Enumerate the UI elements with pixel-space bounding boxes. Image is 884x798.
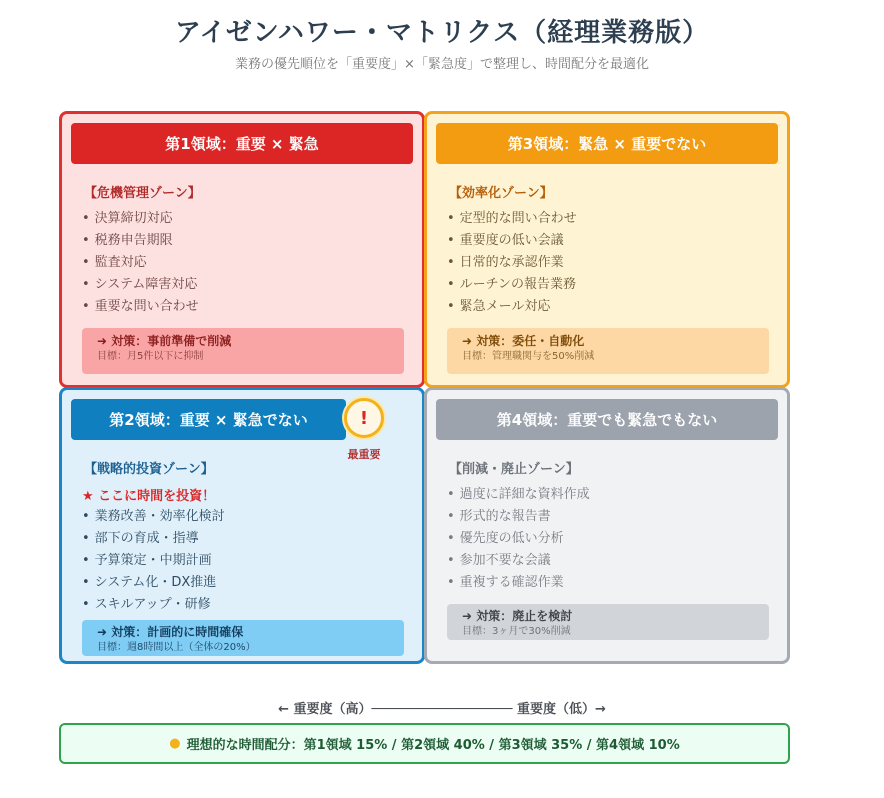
list-item: • 業務改善・効率化検討 (82, 509, 225, 524)
list-item: • 重要な問い合わせ (82, 299, 199, 314)
ideal-allocation-text: 理想的な時間配分：第1領域 15% / 第2領域 40% / 第3領域 35% / 第4領域 10% (186, 738, 680, 753)
list-item: • 重複する確認作業 (447, 575, 564, 590)
quadrant-2-zone: 【戦略的投資ゾーン】 (84, 462, 214, 477)
lightbulb-icon: ● (169, 736, 181, 751)
list-item: • 重要度の低い会議 (447, 233, 564, 248)
quadrant-3-zone: 【効率化ゾーン】 (449, 186, 553, 201)
list-item: • ルーチンの報告業務 (447, 277, 577, 292)
list-item: • 形式的な報告書 (447, 509, 551, 524)
list-item: • 部下の育成・指導 (82, 531, 199, 546)
list-item: • 優先度の低い分析 (447, 531, 564, 546)
list-item: • 税務申告期限 (82, 233, 173, 248)
quadrant-1-zone: 【危機管理ゾーン】 (84, 186, 201, 201)
page-title: アイゼンハワー・マトリクス（経理業務版） (174, 18, 710, 48)
strategy-target: 目標：管理職関与を50%削減 (462, 351, 595, 362)
list-item: • 予算策定・中期計画 (82, 553, 212, 568)
quadrant-3-title: 第3領域：緊急 × 重要でない (436, 123, 778, 164)
strategy-title: ➜ 対策：委任・自動化 (462, 334, 585, 348)
quadrant-4-strategy (447, 604, 769, 640)
quadrant-3-items (447, 208, 577, 318)
quadrant-4-zone: 【削減・廃止ゾーン】 (449, 462, 579, 477)
strategy-title: ➜ 対策：事前準備で削減 (97, 334, 232, 348)
list-item: • 過度に詳細な資料作成 (447, 487, 590, 502)
importance-axis: ← 重要度（高）────────────────── 重要度（低）→ (278, 702, 606, 717)
exclamation-icon: ! (344, 398, 384, 438)
quadrant-1-strategy (82, 328, 404, 374)
page-subtitle: 業務の優先順位を「重要度」×「緊急度」で整理し、時間配分を最適化 (235, 57, 649, 72)
quadrant-1 (59, 111, 425, 388)
quadrant-1-title: 第1領域：重要 × 緊急 (71, 123, 413, 164)
list-item: • 決算締切対応 (82, 211, 173, 226)
strategy-title: ➜ 対策：計画的に時間確保 (97, 625, 244, 639)
strategy-target: 目標：3ヶ月で30%削減 (462, 626, 571, 637)
quadrant-4-items (447, 484, 590, 594)
list-item: • 監査対応 (82, 255, 147, 270)
strategy-target: 目標：月5件以下に抑制 (97, 351, 204, 362)
priority-badge-label: 最重要 (347, 448, 381, 461)
quadrant-4-title: 第4領域：重要でも緊急でもない (436, 399, 778, 440)
list-item: • 緊急メール対応 (447, 299, 551, 314)
list-item: • システム化・DX推進 (82, 575, 217, 590)
list-item: • システム障害対応 (82, 277, 198, 292)
quadrant-1-items (82, 208, 199, 318)
quadrant-2-items (82, 506, 225, 616)
strategy-title: ➜ 対策：廃止を検討 (462, 609, 573, 623)
strategy-target: 目標：週8時間以上（全体の20%） (97, 642, 256, 653)
quadrant-2-strategy (82, 620, 404, 656)
quadrant-2-highlight: ★ ここに時間を投資！ (82, 489, 216, 504)
quadrant-3 (424, 111, 790, 388)
quadrant-3-strategy (447, 328, 769, 374)
list-item: • スキルアップ・研修 (82, 597, 211, 612)
list-item: • 定型的な問い合わせ (447, 211, 577, 226)
list-item: • 日常的な承認作業 (447, 255, 564, 270)
quadrant-4 (424, 387, 790, 664)
ideal-allocation-banner (59, 723, 790, 764)
quadrant-2-title: 第2領域：重要 × 緊急でない (71, 399, 346, 440)
list-item: • 参加不要な会議 (447, 553, 551, 568)
